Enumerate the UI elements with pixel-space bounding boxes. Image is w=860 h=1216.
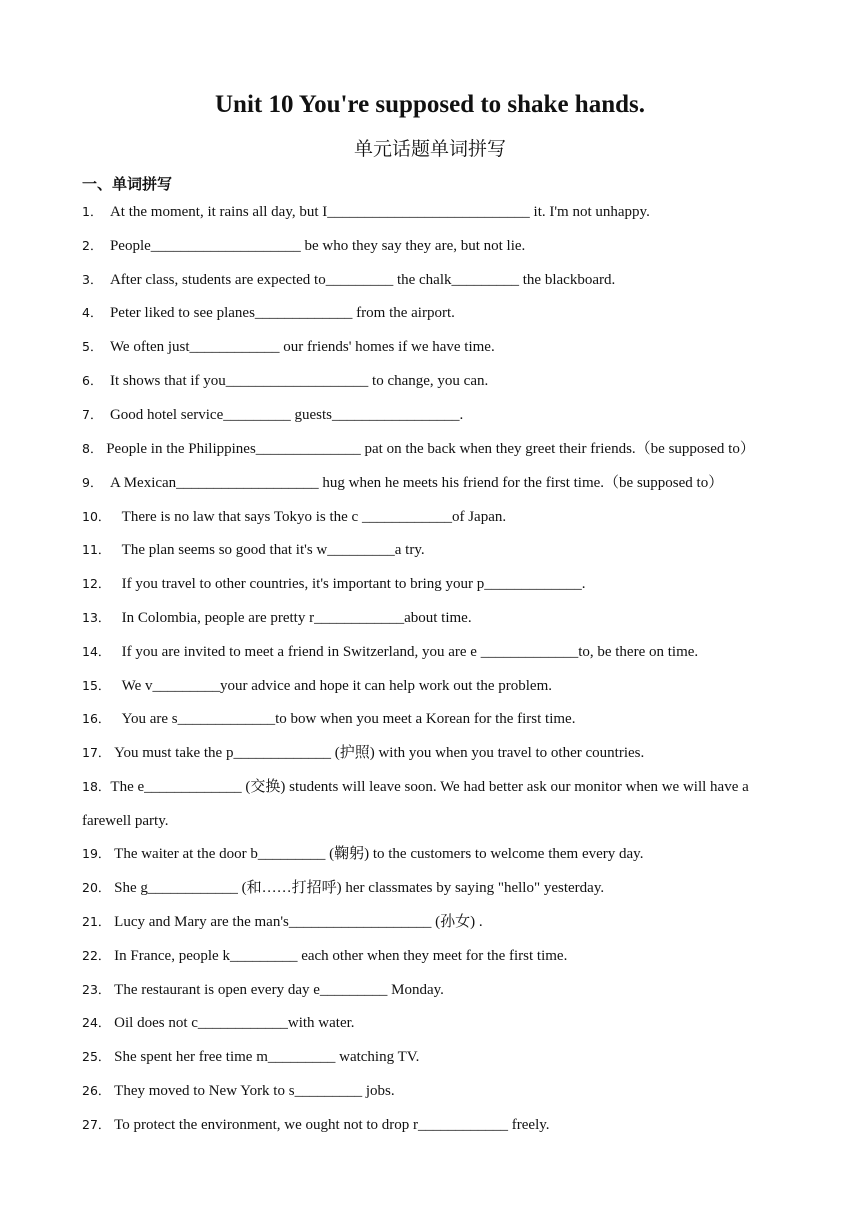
question-number: 1．	[82, 204, 103, 219]
question-number: 3．	[82, 272, 103, 287]
question-text: She spent her free time m_________ watching TV.	[114, 1049, 420, 1065]
question-text: Oil does not c____________with water.	[114, 1015, 355, 1031]
question-text: The restaurant is open every day e_________ Monday.	[114, 982, 444, 998]
question-text: To protect the environment, we ought not to drop r____________ freely.	[114, 1117, 550, 1133]
question-text: Good hotel service_________ guests_________________.	[109, 407, 464, 423]
question-number: 16．	[82, 711, 111, 726]
question-item	[82, 336, 802, 358]
question-text: In Colombia, people are pretty r____________about time.	[121, 610, 472, 626]
question-number: 5．	[82, 339, 103, 354]
question-item	[82, 573, 802, 595]
question-item	[82, 770, 782, 838]
question-item	[82, 1046, 802, 1068]
question-number: 6．	[82, 373, 103, 388]
question-item	[82, 370, 802, 392]
question-number: 24．	[82, 1015, 111, 1030]
question-text: People____________________ be who they say they are, but not lie.	[109, 238, 526, 254]
question-text: A Mexican___________________ hug when he meets his friend for the first time.（be supposed to）	[109, 475, 724, 491]
question-text: Peter liked to see planes_____________ from the airport.	[109, 305, 455, 321]
page-title: Unit 10 You're supposed to shake hands.	[215, 91, 645, 118]
question-number: 20．	[82, 880, 111, 895]
question-number: 2．	[82, 238, 103, 253]
question-number: 26．	[82, 1083, 111, 1098]
question-text: If you are invited to meet a friend in Switzerland, you are e _____________to, be there on time.	[121, 644, 699, 660]
question-text: She g____________ (和……打招呼) her classmates by saying "hello" yesterday.	[114, 880, 605, 896]
question-text: It shows that if you___________________ to change, you can.	[109, 373, 489, 389]
question-item	[82, 945, 802, 967]
question-item	[82, 438, 802, 460]
question-item	[82, 877, 802, 899]
question-item	[82, 302, 802, 324]
question-item	[82, 404, 802, 426]
question-item	[82, 269, 802, 291]
question-number: 19．	[82, 846, 111, 861]
question-item	[82, 1114, 802, 1136]
question-text: You must take the p_____________ (护照) with you when you travel to other countries.	[114, 745, 645, 761]
question-number: 13．	[82, 610, 111, 625]
question-item	[82, 742, 802, 764]
page-subtitle: 单元话题单词拼写	[353, 138, 506, 160]
question-text: They moved to New York to s_________ jobs.	[114, 1083, 395, 1099]
question-item	[82, 979, 802, 1001]
question-number: 18．	[82, 779, 111, 794]
question-item	[82, 1012, 802, 1034]
question-item	[82, 506, 802, 528]
question-item	[82, 235, 802, 257]
question-text: The waiter at the door b_________ (鞠躬) to the customers to welcome them every day.	[114, 846, 644, 862]
question-number: 17．	[82, 745, 111, 760]
question-item	[82, 641, 802, 663]
question-text: After class, students are expected to_________ the chalk_________ the blackboard.	[109, 272, 616, 288]
question-item	[82, 1080, 802, 1102]
question-text: In France, people k_________ each other when they meet for the first time.	[114, 948, 568, 964]
question-item	[82, 911, 802, 933]
question-text: You are s_____________to bow when you meet a Korean for the first time.	[121, 711, 576, 727]
question-number: 11．	[82, 542, 111, 557]
question-number: 4．	[82, 305, 103, 320]
question-number: 12．	[82, 576, 111, 591]
question-number: 8．	[82, 441, 103, 456]
question-item	[82, 201, 802, 223]
question-number: 7．	[82, 407, 103, 422]
question-text: If you travel to other countries, it's important to bring your p_____________.	[121, 576, 586, 592]
question-text: People in the Philippines______________ pat on the back when they greet their friends.（be supposed to）	[106, 441, 755, 457]
question-number: 25．	[82, 1049, 111, 1064]
question-number: 9．	[82, 475, 103, 490]
question-number: 14．	[82, 644, 111, 659]
question-item	[82, 539, 802, 561]
question-item	[82, 708, 802, 730]
question-text: Lucy and Mary are the man's___________________ (孙女) .	[114, 914, 483, 930]
question-text: The e_____________ (交换) students will leave soon. We had better ask our monitor when we will have a farewell party.	[82, 779, 749, 829]
question-number: 15．	[82, 678, 111, 693]
question-text: At the moment, it rains all day, but I___________________________ it. I'm not unhappy.	[109, 204, 650, 220]
question-item	[82, 843, 802, 865]
question-number: 27．	[82, 1117, 111, 1132]
question-number: 22．	[82, 948, 111, 963]
question-item	[82, 607, 802, 629]
question-item	[82, 675, 802, 697]
question-text: We v_________your advice and hope it can help work out the problem.	[121, 678, 553, 694]
question-number: 23．	[82, 982, 111, 997]
question-number: 10．	[82, 509, 111, 524]
section-heading: 一、单词拼写	[82, 175, 173, 193]
question-number: 21．	[82, 914, 111, 929]
question-text: There is no law that says Tokyo is the c ____________of Japan.	[121, 509, 507, 525]
question-item	[82, 472, 802, 494]
question-text: The plan seems so good that it's w_________a try.	[121, 542, 425, 558]
question-text: We often just____________ our friends' homes if we have time.	[109, 339, 495, 355]
